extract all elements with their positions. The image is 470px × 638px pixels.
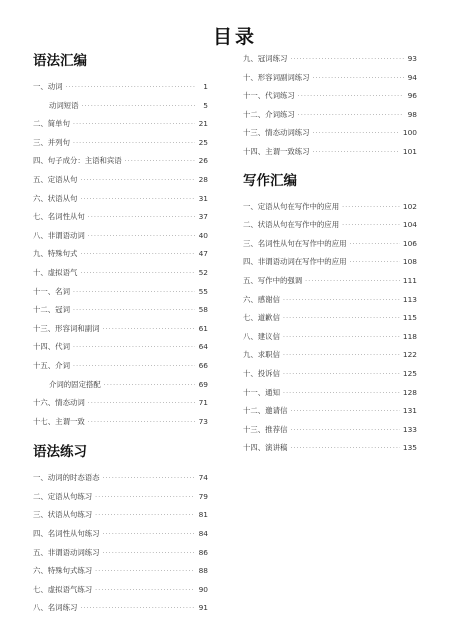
toc-entry-label: 六、状语从句 <box>33 193 78 203</box>
toc-leader-dots <box>73 135 195 154</box>
toc-entry-page-number: 101 <box>402 146 417 156</box>
toc-leader-dots <box>95 563 195 582</box>
toc-entry-page-number: 31 <box>198 193 208 203</box>
toc-entry-page-number: 37 <box>198 212 208 222</box>
toc-entry-page-number: 79 <box>198 491 208 501</box>
toc-entry-label: 十、虚拟语气 <box>33 267 78 277</box>
toc-leader-dots <box>95 507 195 526</box>
toc-entry <box>243 235 417 254</box>
toc-leader-dots <box>73 116 195 135</box>
toc-entry-label: 十一、通知 <box>243 387 280 397</box>
toc-entry-label: 十六、情态动词 <box>33 398 85 408</box>
toc-entry-page-number: 94 <box>407 72 417 82</box>
toc-entry <box>243 384 417 403</box>
toc-entry-label: 二、定语从句练习 <box>33 491 93 501</box>
toc-entry <box>33 283 208 302</box>
toc-leader-dots <box>290 440 400 459</box>
toc-leader-dots <box>80 172 195 191</box>
toc-entry-label: 五、非谓语动词练习 <box>33 547 100 557</box>
toc-entry-page-number: 125 <box>402 368 417 378</box>
toc-entry-label: 十四、主谓一致练习 <box>243 146 310 156</box>
toc-entry-page-number: 86 <box>198 547 208 557</box>
toc-entry-page-number: 58 <box>198 305 208 315</box>
toc-leader-dots <box>104 377 195 396</box>
toc-entry <box>243 50 417 69</box>
toc-leader-dots <box>305 273 400 292</box>
toc-entry-label: 十五、介词 <box>33 360 70 370</box>
toc-leader-dots <box>73 339 195 358</box>
toc-leader-dots <box>66 79 195 98</box>
toc-entry-page-number: 26 <box>198 156 208 166</box>
toc-entry <box>243 439 417 458</box>
toc-entry-label: 十四、代词 <box>33 342 70 352</box>
toc-entry <box>33 78 208 97</box>
toc-entry-label: 四、非谓语动词在写作中的应用 <box>243 257 347 267</box>
toc-entry-page-number: 108 <box>402 257 417 267</box>
toc-entry-page-number: 1 <box>203 82 208 91</box>
toc-entry-page-number: 21 <box>198 119 208 129</box>
toc-entry-page-number: 135 <box>402 443 417 453</box>
toc-entry-label: 三、并列句 <box>33 137 70 147</box>
toc-entry-label: 八、建议信 <box>243 331 280 341</box>
toc-leader-dots <box>103 321 195 340</box>
toc-entry <box>33 413 208 432</box>
toc-entry-label: 十三、推荐信 <box>243 424 288 434</box>
toc-entry <box>243 69 417 88</box>
toc-entry <box>33 152 208 171</box>
toc-entry <box>33 544 208 563</box>
toc-leader-dots <box>290 403 400 422</box>
toc-entry-label: 十三、形容词和副词 <box>33 323 100 333</box>
toc-entry-page-number: 128 <box>402 387 417 397</box>
toc-leader-dots <box>80 265 195 284</box>
toc-entry-page-number: 25 <box>198 137 208 147</box>
toc-entry <box>33 245 208 264</box>
toc-entry <box>243 87 417 106</box>
toc-entry-page-number: 52 <box>198 267 208 277</box>
toc-entry <box>33 208 208 227</box>
toc-entry <box>33 115 208 134</box>
toc-entry-label: 八、非谓语动词 <box>33 230 85 240</box>
toc-entry <box>33 469 208 488</box>
toc-entry-page-number: 55 <box>198 286 208 296</box>
toc-leader-dots <box>283 310 400 329</box>
toc-entry-label: 四、名词性从句练习 <box>33 529 100 539</box>
toc-entry-page-number: 84 <box>198 529 208 539</box>
toc-entry <box>33 134 208 153</box>
toc-entry-page-number: 93 <box>407 54 417 63</box>
toc-leader-dots <box>73 284 195 303</box>
toc-entry <box>33 338 208 357</box>
toc-leader-dots <box>103 526 195 545</box>
toc-leader-dots <box>103 545 195 564</box>
toc-entry-page-number: 106 <box>402 238 417 248</box>
toc-entry-page-number: 98 <box>407 109 417 119</box>
toc-entry-page-number: 91 <box>198 603 208 613</box>
toc-entry-label: 十二、冠词 <box>33 305 70 315</box>
toc-entry-page-number: 118 <box>402 331 417 341</box>
toc-entry-label: 八、名词练习 <box>33 603 78 613</box>
section-heading-writing: 写作汇编 <box>243 172 297 189</box>
toc-entry-label: 四、句子成分：主语和宾语 <box>33 156 122 166</box>
toc-entry-label: 二、简单句 <box>33 119 70 129</box>
toc-leader-dots <box>283 329 400 348</box>
toc-entry <box>243 402 417 421</box>
page-title: 目录 <box>212 26 257 48</box>
toc-entry-page-number: 90 <box>198 584 208 594</box>
toc-entry-label: 十一、代词练习 <box>243 91 295 101</box>
toc-entry <box>33 301 208 320</box>
toc-leader-dots <box>342 199 400 218</box>
toc-leader-dots <box>95 489 195 508</box>
toc-leader-dots <box>80 246 195 265</box>
toc-entry <box>243 198 417 217</box>
toc-entry <box>33 357 208 376</box>
toc-leader-dots <box>88 414 195 433</box>
toc-entry-label: 五、定语从句 <box>33 174 78 184</box>
toc-list-practice <box>33 469 208 618</box>
toc-entry-label: 动词短语 <box>49 100 79 110</box>
toc-leader-dots <box>103 470 195 489</box>
toc-entry <box>243 143 417 162</box>
toc-entry <box>243 365 417 384</box>
toc-list-grammar <box>33 78 208 431</box>
toc-entry-label: 十、投诉信 <box>243 368 280 378</box>
toc-entry-page-number: 47 <box>198 249 208 259</box>
toc-list-practice-continued <box>243 50 417 162</box>
toc-entry-label: 六、特殊句式练习 <box>33 566 93 576</box>
toc-leader-dots <box>283 366 400 385</box>
toc-entry-label: 五、写作中的强调 <box>243 275 303 285</box>
toc-entry-page-number: 64 <box>198 342 208 352</box>
toc-leader-dots <box>298 107 404 126</box>
toc-entry <box>33 562 208 581</box>
toc-entry-page-number: 69 <box>198 379 208 389</box>
toc-entry-label: 七、名词性从句 <box>33 212 85 222</box>
toc-entry <box>243 291 417 310</box>
toc-entry-page-number: 28 <box>198 174 208 184</box>
toc-leader-dots <box>80 600 195 619</box>
section-heading-grammar: 语法汇编 <box>33 53 87 69</box>
toc-entry <box>33 506 208 525</box>
section-heading-practice: 语法练习 <box>33 444 87 461</box>
toc-entry-page-number: 66 <box>198 360 208 370</box>
toc-entry <box>243 253 417 272</box>
toc-leader-dots <box>88 395 195 414</box>
toc-entry-page-number: 88 <box>198 566 208 576</box>
toc-entry <box>243 272 417 291</box>
toc-entry <box>33 320 208 339</box>
toc-entry-label: 二、状语从句在写作中的应用 <box>243 220 340 230</box>
toc-entry <box>33 227 208 246</box>
toc-entry <box>243 328 417 347</box>
toc-entry-label: 十、形容词副词练习 <box>243 72 310 82</box>
toc-entry-label: 十二、介词练习 <box>243 109 295 119</box>
toc-entry <box>33 97 208 116</box>
toc-leader-dots <box>283 347 400 366</box>
toc-entry-page-number: 81 <box>198 510 208 520</box>
toc-left-column <box>33 50 208 618</box>
toc-entry-label: 九、特殊句式 <box>33 249 78 259</box>
toc-entry-page-number: 40 <box>198 230 208 240</box>
toc-leader-dots <box>349 236 399 255</box>
toc-list-writing <box>243 198 417 458</box>
toc-entry <box>243 106 417 125</box>
toc-leader-dots <box>88 209 195 228</box>
toc-leader-dots <box>73 358 195 377</box>
toc-entry-page-number: 104 <box>402 220 417 230</box>
toc-entry-page-number: 5 <box>203 100 208 110</box>
toc-entry-label: 十三、情态动词练习 <box>243 128 310 138</box>
toc-entry-page-number: 100 <box>402 128 417 138</box>
toc-leader-dots <box>80 191 195 210</box>
toc-entry-page-number: 122 <box>402 350 417 360</box>
toc-entry-label: 十一、名词 <box>33 286 70 296</box>
toc-entry-label: 一、定语从句在写作中的应用 <box>243 201 340 211</box>
toc-entry-label: 十四、演讲稿 <box>243 443 288 453</box>
toc-entry <box>33 376 208 395</box>
toc-entry <box>33 190 208 209</box>
toc-entry-label: 三、名词性从句在写作中的应用 <box>243 238 347 248</box>
toc-entry-label: 一、动词的时态语态 <box>33 473 100 483</box>
toc-entry <box>33 599 208 618</box>
toc-leader-dots <box>313 144 400 163</box>
toc-leader-dots <box>88 228 195 247</box>
toc-entry-page-number: 113 <box>402 294 417 304</box>
toc-entry-label: 九、冠词练习 <box>243 54 288 63</box>
toc-entry <box>33 171 208 190</box>
toc-leader-dots <box>73 302 195 321</box>
toc-entry-label: 一、动词 <box>33 82 63 91</box>
toc-entry <box>243 346 417 365</box>
toc-entry-label: 六、感谢信 <box>243 294 280 304</box>
toc-leader-dots <box>290 51 404 70</box>
toc-leader-dots <box>349 254 399 273</box>
toc-entry <box>243 309 417 328</box>
toc-entry-label: 十二、邀请信 <box>243 406 288 416</box>
toc-entry-label: 七、道歉信 <box>243 313 280 323</box>
toc-entry <box>243 216 417 235</box>
toc-leader-dots <box>125 153 195 172</box>
toc-entry-label: 七、虚拟语气练习 <box>33 584 93 594</box>
toc-entry-page-number: 133 <box>402 424 417 434</box>
toc-leader-dots <box>283 385 400 404</box>
toc-entry-page-number: 96 <box>407 91 417 101</box>
toc-entry-page-number: 115 <box>402 313 417 323</box>
toc-entry <box>33 581 208 600</box>
toc-leader-dots <box>313 70 404 89</box>
toc-leader-dots <box>283 292 400 311</box>
toc-leader-dots <box>82 98 195 117</box>
toc-entry <box>33 488 208 507</box>
toc-right-column <box>243 50 417 458</box>
toc-entry-label: 九、求职信 <box>243 350 280 360</box>
toc-entry-label: 十七、主谓一致 <box>33 416 85 426</box>
toc-entry-page-number: 102 <box>402 201 417 211</box>
toc-entry-page-number: 131 <box>402 406 417 416</box>
toc-entry <box>243 421 417 440</box>
toc-entry-page-number: 61 <box>198 323 208 333</box>
toc-leader-dots <box>95 582 195 601</box>
toc-leader-dots <box>313 125 400 144</box>
toc-entry-page-number: 74 <box>198 473 208 483</box>
toc-entry <box>33 394 208 413</box>
toc-entry-label: 介词的固定搭配 <box>49 379 101 389</box>
toc-entry-label: 三、状语从句练习 <box>33 510 93 520</box>
toc-entry-page-number: 71 <box>198 398 208 408</box>
toc-entry <box>243 124 417 143</box>
toc-entry <box>33 264 208 283</box>
toc-leader-dots <box>290 422 400 441</box>
toc-entry-page-number: 111 <box>402 275 417 285</box>
toc-entry <box>33 525 208 544</box>
toc-leader-dots <box>298 88 404 107</box>
toc-entry-page-number: 73 <box>198 416 208 426</box>
toc-leader-dots <box>342 217 400 236</box>
